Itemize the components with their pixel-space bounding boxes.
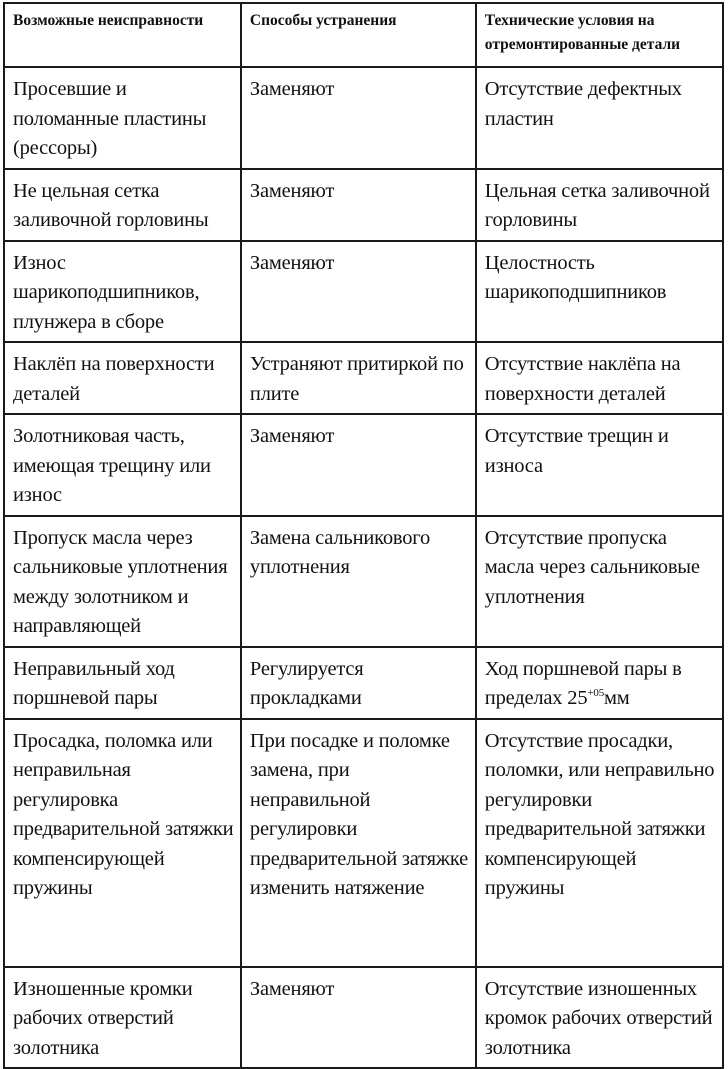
fault-cell: Износ шарикоподшипников, плунжера в сборе bbox=[4, 241, 241, 343]
table-row bbox=[4, 719, 723, 967]
fault-cell: Неправильный ход поршневой пары bbox=[4, 647, 241, 719]
condition-cell: Отсутствие просадки, поломки, или неправильно регулировки предварительной затяжки компенсирующей пружины bbox=[476, 719, 723, 967]
fault-cell: Не цельная сетка заливочной горловины bbox=[4, 169, 241, 241]
condition-text: Ход поршневой пары в пределах 25 bbox=[484, 657, 682, 709]
method-cell: Замена сальникового уплотнения bbox=[241, 516, 476, 647]
method-cell: При посадке и поломке замена, при неправильной регулировки предварительной затяжке изменить натяжение bbox=[241, 719, 476, 967]
method-cell: Регулируется прокладками bbox=[241, 647, 476, 719]
fault-cell: Просадка, поломка или неправильная регулировка предварительной затяжки компенсирующей пружины bbox=[4, 719, 241, 967]
table-row bbox=[4, 241, 723, 343]
condition-cell: Цельная сетка заливочной горловины bbox=[476, 169, 723, 241]
method-cell: Заменяют bbox=[241, 241, 476, 343]
condition-cell: Отсутствие изношенных кромок рабочих отверстий золотника bbox=[476, 967, 723, 1069]
method-cell: Заменяют bbox=[241, 414, 476, 516]
condition-cell: Отсутствие пропуска масла через сальниковые уплотнения bbox=[476, 516, 723, 647]
table-row bbox=[4, 647, 723, 719]
fault-cell: Наклёп на поверхности деталей bbox=[4, 342, 241, 414]
fault-cell: Золотниковая часть, имеющая трещину или износ bbox=[4, 414, 241, 516]
header-methods: Способы устранения bbox=[241, 3, 476, 67]
table-row bbox=[4, 169, 723, 241]
table-row bbox=[4, 67, 723, 169]
repair-table bbox=[3, 2, 724, 1069]
method-cell: Устраняют притиркой по плите bbox=[241, 342, 476, 414]
tolerance-superscript: +05 bbox=[587, 687, 604, 699]
table-row bbox=[4, 342, 723, 414]
condition-cell bbox=[476, 647, 723, 719]
condition-cell: Отсутствие дефектных пластин bbox=[476, 67, 723, 169]
table-row bbox=[4, 516, 723, 647]
table-row bbox=[4, 967, 723, 1069]
method-cell: Заменяют bbox=[241, 169, 476, 241]
method-cell: Заменяют bbox=[241, 67, 476, 169]
header-row bbox=[4, 3, 723, 67]
fault-cell: Изношенные кромки рабочих отверстий золотника bbox=[4, 967, 241, 1069]
fault-cell: Просевшие и поломанные пластины (рессоры) bbox=[4, 67, 241, 169]
unit-text: мм bbox=[604, 687, 630, 709]
condition-cell: Отсутствие наклёпа на поверхности деталей bbox=[476, 342, 723, 414]
header-faults: Возможные неисправности bbox=[4, 3, 241, 67]
condition-cell: Целостность шарикоподшипников bbox=[476, 241, 723, 343]
method-cell: Заменяют bbox=[241, 967, 476, 1069]
table-row bbox=[4, 414, 723, 516]
fault-cell: Пропуск масла через сальниковые уплотнения между золотником и направляющей bbox=[4, 516, 241, 647]
condition-cell: Отсутствие трещин и износа bbox=[476, 414, 723, 516]
header-conditions: Технические условия на отремонтированные детали bbox=[476, 3, 723, 67]
